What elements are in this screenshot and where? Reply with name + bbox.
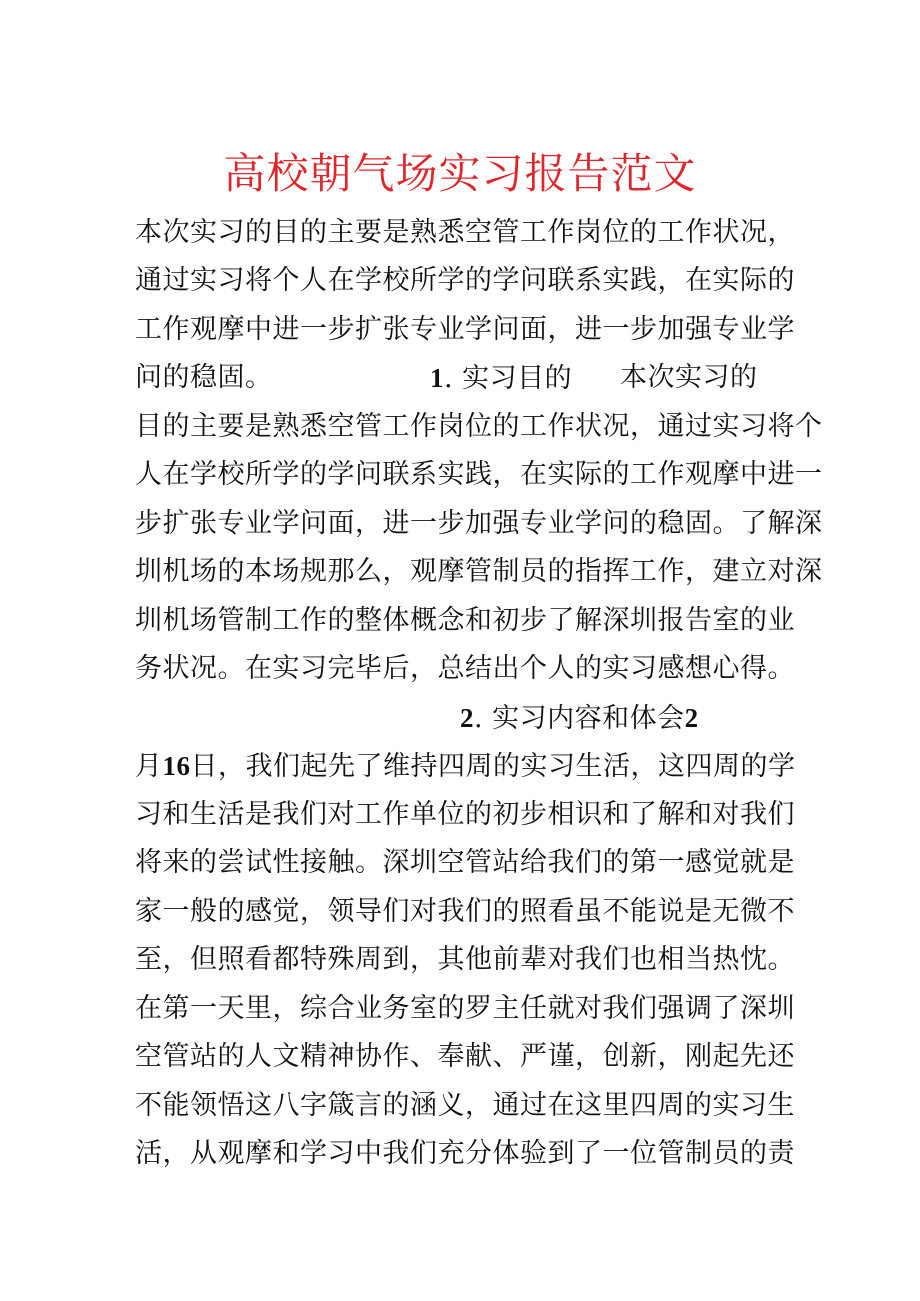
heading-number: 2 bbox=[460, 703, 474, 733]
paragraph-line: 圳机场管制工作的整体概念和初步了解深圳报告室的业 bbox=[135, 605, 795, 636]
paragraph-line: 将来的尝试性接触。深圳空管站给我们的第一感觉就是 bbox=[135, 847, 795, 878]
paragraph-line: 步扩张专业学问面，进一步加强专业学问的稳固。了解深 bbox=[135, 508, 823, 539]
paragraph-line: 目的主要是熟悉空管工作岗位的工作状况，通过实习将个 bbox=[135, 411, 823, 442]
section-heading-1 bbox=[430, 361, 572, 396]
paragraph-line: 在第一天里，综合业务室的罗主任就对我们强调了深圳 bbox=[135, 993, 795, 1024]
date-rest-text: 日，我们起先了维持四周的实习生活，这四周的学 bbox=[190, 751, 796, 782]
document-title: 高校朝气场实习报告范文 bbox=[223, 149, 697, 198]
paragraph-line: 本次实习的 bbox=[620, 362, 758, 393]
paragraph-line: 圳机场的本场规那么，观摩管制员的指挥工作，建立对深 bbox=[135, 556, 823, 587]
paragraph-line: 务状况。在实习完毕后，总结出个人的实习感想心得。 bbox=[135, 653, 795, 684]
paragraph-line: 习和生活是我们对工作单位的初步相识和了解和对我们 bbox=[135, 799, 795, 830]
paragraph-line bbox=[135, 749, 796, 784]
paragraph-line: 空管站的人文精神协作、奉献、严谨，创新，刚起先还 bbox=[135, 1041, 795, 1072]
paragraph-line: 人在学校所学的学问联系实践，在实际的工作观摩中进一 bbox=[135, 459, 823, 490]
heading-text: . 实习内容和体会 bbox=[474, 703, 685, 734]
paragraph-line: 家一般的感觉，领导们对我们的照看虽不能说是无微不 bbox=[135, 896, 795, 927]
paragraph-line: 至，但照看都特殊周到，其他前辈对我们也相当热忱。 bbox=[135, 944, 795, 975]
heading-text: . 实习目的 bbox=[444, 363, 573, 394]
paragraph-line: 通过实习将个人在学校所学的学问联系实践，在实际的 bbox=[135, 265, 795, 296]
paragraph-line: 不能领悟这八字箴言的涵义，通过在这里四周的实习生 bbox=[135, 1090, 795, 1121]
paragraph-line: 问的稳固。 bbox=[135, 362, 273, 393]
date-month-text: 月 bbox=[135, 751, 163, 782]
heading-tail-number: 2 bbox=[684, 703, 699, 733]
paragraph-line: 本次实习的目的主要是熟悉空管工作岗位的工作状况， bbox=[135, 217, 795, 248]
paragraph-line: 活，从观摩和学习中我们充分体验到了一位管制员的责 bbox=[135, 1138, 795, 1169]
section-heading-2 bbox=[460, 701, 699, 736]
date-day-number: 16 bbox=[162, 751, 191, 781]
paragraph-line: 工作观摩中进一步扩张专业学问面，进一步加强专业学 bbox=[135, 314, 795, 345]
heading-number: 1 bbox=[430, 363, 444, 393]
